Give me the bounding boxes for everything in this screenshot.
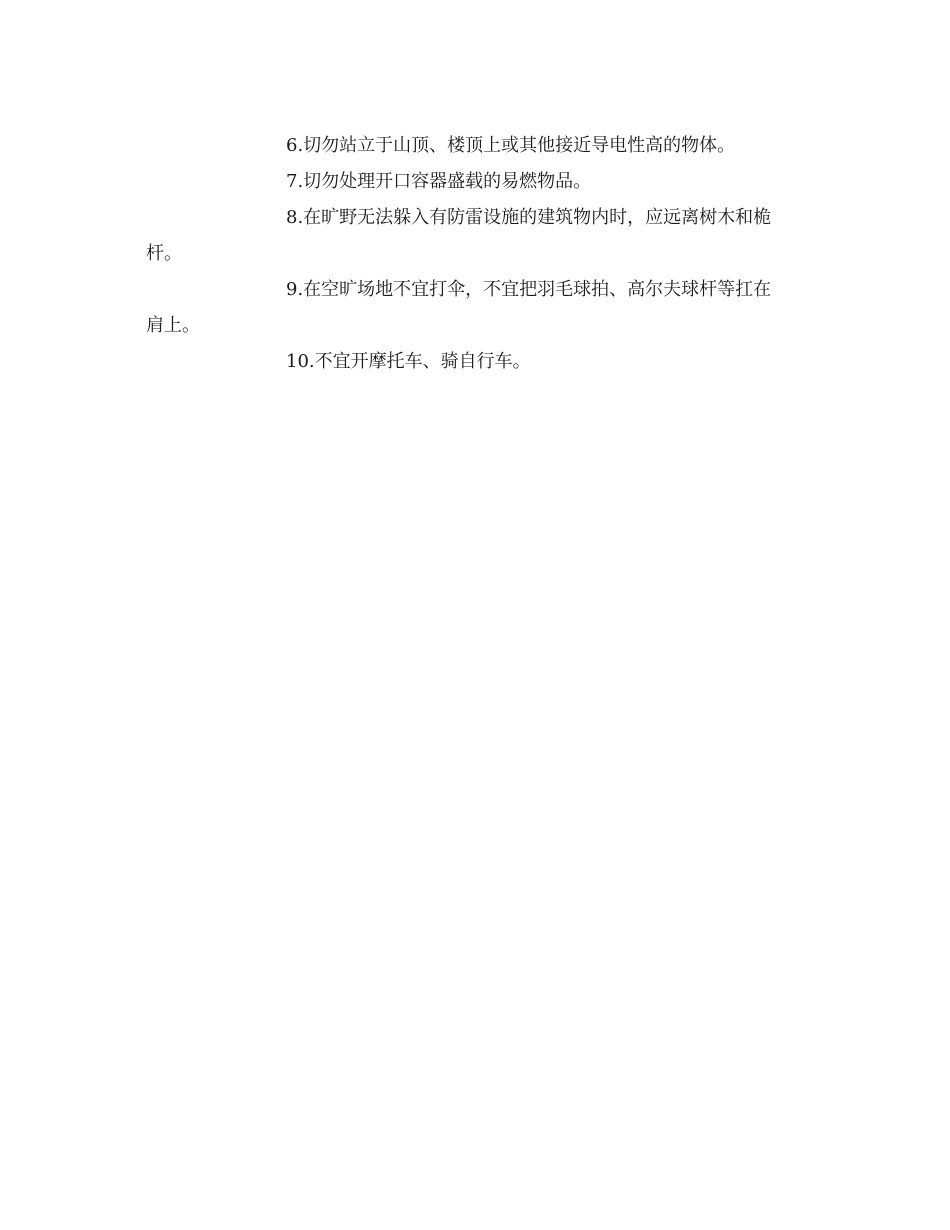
- item-text-line: 8.在旷野无法躲入有防雷设施的建筑物内时，应远离树木和桅: [286, 207, 772, 228]
- list-item: [146, 272, 794, 344]
- document-body: [146, 128, 794, 380]
- item-text-line-continued: 杆。: [146, 243, 182, 264]
- item-text-line: 7.切勿处理开口容器盛载的易燃物品。: [286, 171, 592, 192]
- list-item: [146, 164, 794, 200]
- list-item: [146, 200, 794, 272]
- item-text-line: 6.切勿站立于山顶、楼顶上或其他接近导电性高的物体。: [286, 135, 736, 156]
- item-text-line: 10.不宜开摩托车、骑自行车。: [286, 351, 531, 372]
- list-item: [146, 128, 794, 164]
- item-text-line-continued: 肩上。: [146, 315, 200, 336]
- list-item: [146, 344, 794, 380]
- item-text-line: 9.在空旷场地不宜打伞，不宜把羽毛球拍、高尔夫球杆等扛在: [286, 279, 772, 300]
